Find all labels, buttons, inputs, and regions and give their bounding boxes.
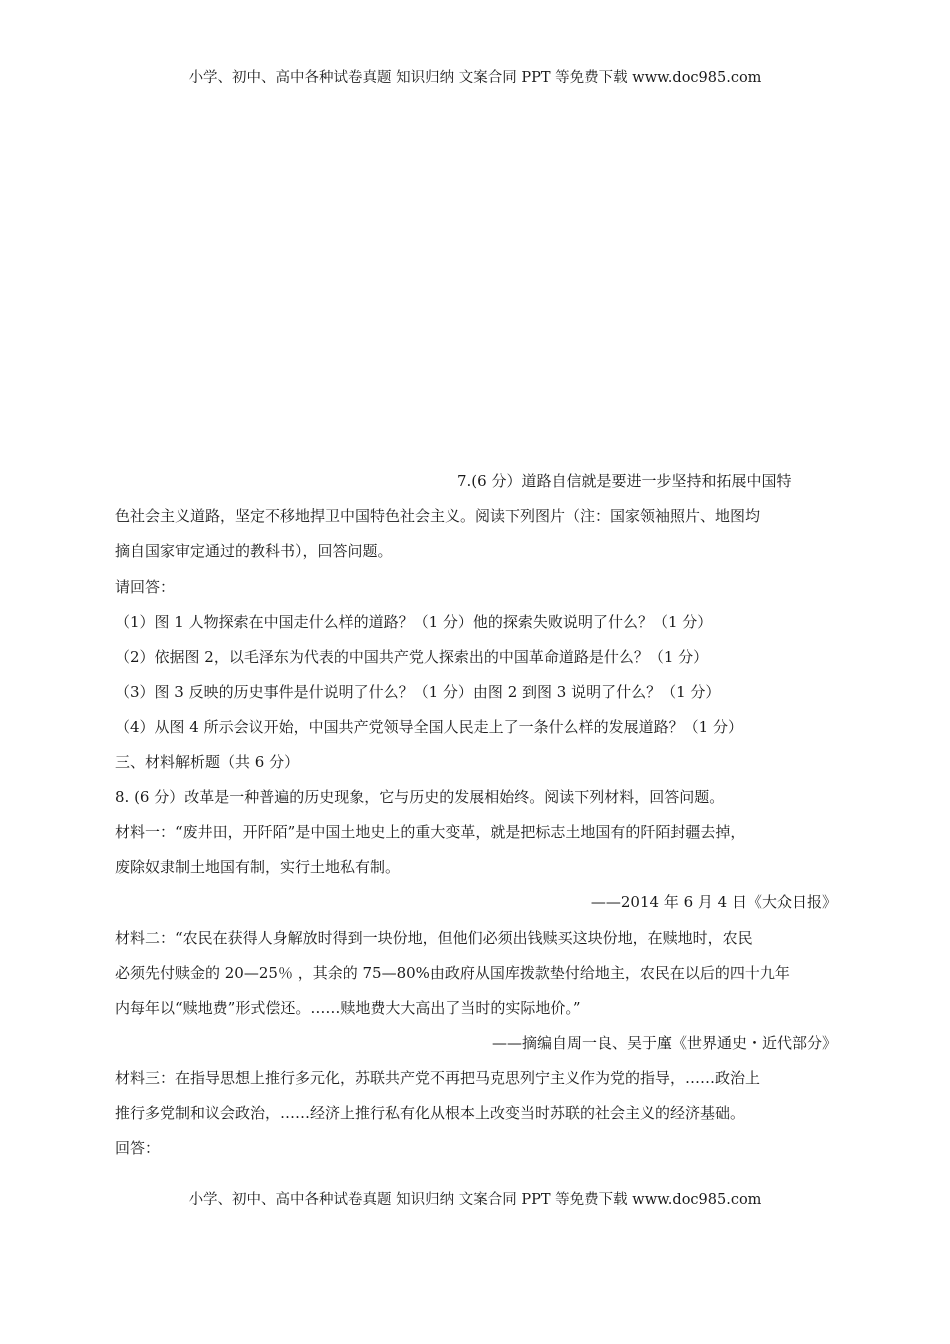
page-header: 小学、初中、高中各种试卷真题 知识归纳 文案合同 PPT 等免费下载 www.doc985.com	[188, 70, 762, 86]
material-2-line-1: 材料二：“农民在获得人身解放时得到一块份地，但他们必须出钱赎买这块份地，在赎地时，农民	[115, 929, 753, 947]
q8-intro: 8. (6 分）改革是一种普遍的历史现象，它与历史的发展相始终。阅读下列材料，回答问题。	[115, 788, 725, 806]
material-1-line-1: 材料一：“废井田，开阡陌”是中国土地史上的重大变革，就是把标志土地国有的阡陌封疆去掉，	[115, 823, 746, 841]
q7-line-3: 摘自国家审定通过的教科书），回答问题。	[115, 542, 393, 560]
material-3-line-2: 推行多党制和议会政治，……经济上推行私有化从根本上改变当时苏联的社会主义的经济基础。	[115, 1104, 746, 1122]
page-footer: 小学、初中、高中各种试卷真题 知识归纳 文案合同 PPT 等免费下载 www.doc985.com	[188, 1192, 762, 1208]
q7-prompt: 请回答：	[115, 578, 176, 596]
material-1-source: ——2014 年 6 月 4 日《大众日报》	[590, 893, 837, 911]
q7-subquestion-4: （4）从图 4 所示会议开始，中国共产党领导全国人民走上了一条什么样的发展道路？（1 分）	[115, 718, 743, 736]
answer-prompt: 回答：	[115, 1139, 161, 1157]
q7-subquestion-2: （2）依据图 2，以毛泽东为代表的中国共产党人探索出的中国革命道路是什么？（1 分）	[115, 648, 709, 666]
q7-subquestion-3: （3）图 3 反映的历史事件是什说明了什么？（1 分）由图 2 到图 3 说明了什么？（1 分）	[115, 683, 721, 701]
q7-line-1: 7.(6 分）道路自信就是要进一步坚持和拓展中国特	[457, 472, 792, 490]
material-1-line-2: 废除奴隶制土地国有制，实行土地私有制。	[115, 858, 401, 876]
material-3-line-1: 材料三：在指导思想上推行多元化，苏联共产党不再把马克思列宁主义作为党的指导，……政治上	[115, 1069, 761, 1087]
material-2-source: ——摘编自周一良、吴于廑《世界通史・近代部分》	[491, 1034, 837, 1052]
q7-subquestion-1: （1）图 1 人物探索在中国走什么样的道路？（1 分）他的探索失败说明了什么？（1 分）	[115, 613, 713, 631]
q7-line-2: 色社会主义道路，坚定不移地捍卫中国特色社会主义。阅读下列图片（注：国家领袖照片、地图均	[115, 507, 761, 525]
section-3-heading: 三、材料解析题（共 6 分）	[115, 753, 300, 771]
material-2-line-2: 必须先付赎金的 20—25％ ，其余的 75—80%由政府从国库拨款垫付给地主，农民在以后的四十九年	[115, 964, 790, 982]
material-2-line-3: 内每年以“赎地费”形式偿还。……赎地费大大高出了当时的实际地价。”	[115, 999, 581, 1017]
